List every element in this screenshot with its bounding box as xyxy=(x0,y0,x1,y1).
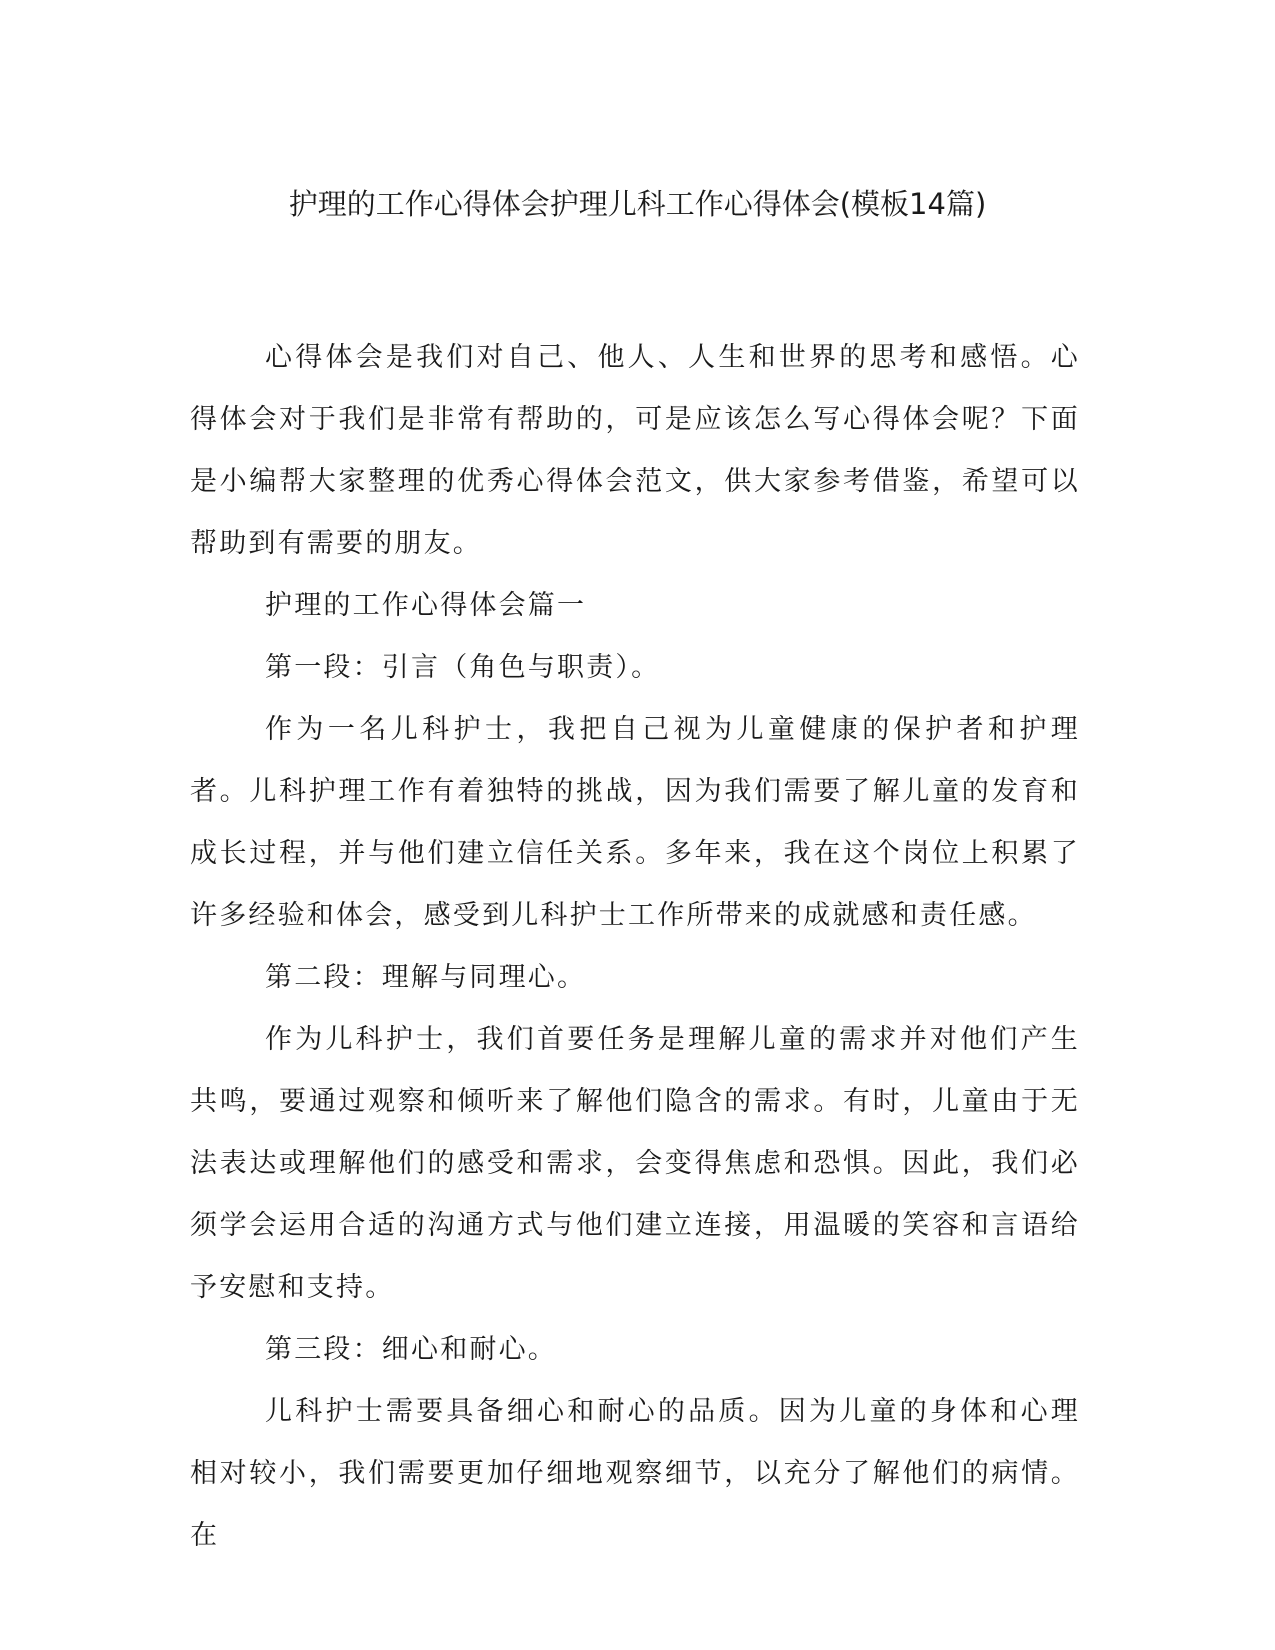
subsection-heading: 第二段：理解与同理心。 xyxy=(265,962,587,993)
document-title: 护理的工作心得体会护理儿科工作心得体会(模板14篇) xyxy=(288,187,987,221)
intro-paragraph: 心得体会是我们对自己、他人、人生和世界的思考和感悟。心得体会对于我们是非常有帮助的，可是应该怎么写心得体会呢？下面是小编帮大家整理的优秀心得体会范文，供大家参考借鉴，希望可以帮助到有需要的朋友。 xyxy=(190,342,1080,559)
subsection-heading: 第三段：细心和耐心。 xyxy=(265,1334,557,1365)
body-paragraph: 作为一名儿科护士，我把自己视为儿童健康的保护者和护理者。儿科护理工作有着独特的挑战，因为我们需要了解儿童的发育和成长过程，并与他们建立信任关系。多年来，我在这个岗位上积累了许多经验和体会，感受到儿科护士工作所带来的成就感和责任感。 xyxy=(190,714,1080,931)
body-paragraph: 儿科护士需要具备细心和耐心的品质。因为儿童的身体和心理相对较小，我们需要更加仔细地观察细节，以充分了解他们的病情。在 xyxy=(190,1396,1080,1551)
body-paragraph: 作为儿科护士，我们首要任务是理解儿童的需求并对他们产生共鸣，要通过观察和倾听来了解他们隐含的需求。有时，儿童由于无法表达或理解他们的感受和需求，会变得焦虑和恐惧。因此，我们必须学会运用合适的沟通方式与他们建立连接，用温暖的笑容和言语给予安慰和支持。 xyxy=(190,1024,1080,1303)
subsection-heading: 第一段：引言（角色与职责）。 xyxy=(265,652,661,683)
section-heading: 护理的工作心得体会篇一 xyxy=(265,590,587,621)
document-body xyxy=(190,327,1080,1567)
